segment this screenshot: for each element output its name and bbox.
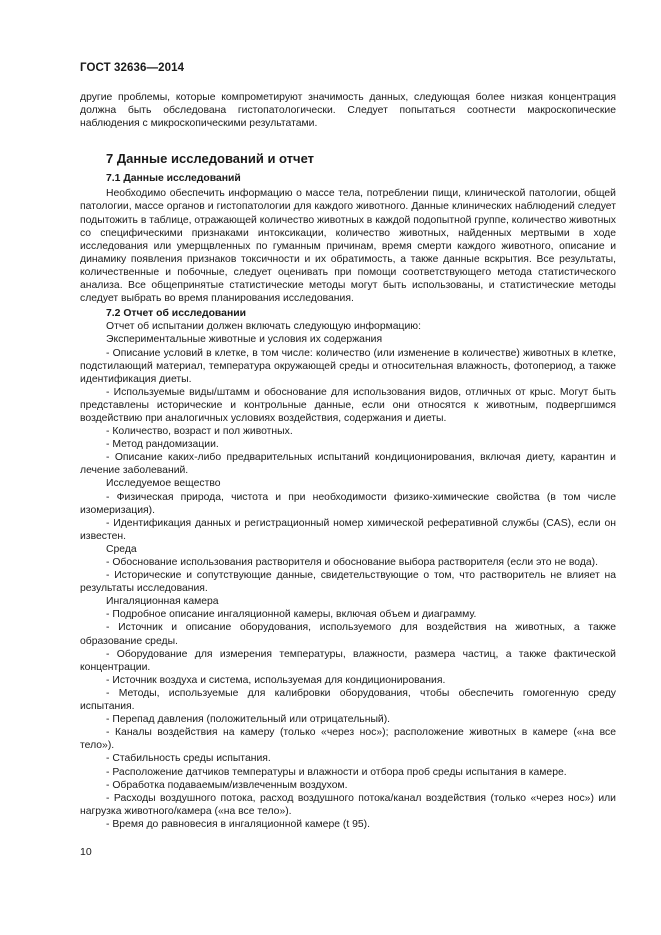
medium-heading: Среда — [106, 543, 137, 555]
list-item: - Расходы воздушного потока, расход воздушного потока/канал воздействия (только «через нос») или нагрузка животного/камера («на все тело»). — [80, 792, 616, 817]
section-7-2-lead: Отчет об испытании должен включать следующую информацию: — [106, 321, 421, 333]
intro-paragraph: другие проблемы, которые компрометируют значимость данных, следующая более низкая концентрация должна быть обследована гистопатологически. Следует попытаться соотнести макроскопические наблюдения с микроскопическими результатами. — [80, 92, 616, 130]
list-item: - Метод рандомизации. — [106, 439, 219, 451]
list-item: - Методы, используемые для калибровки оборудования, чтобы обеспечить гомогенную среду испытания. — [80, 687, 616, 713]
page-content — [80, 91, 616, 831]
section-7-1-title: 7.1 Данные исследований — [106, 173, 241, 185]
page-number: 10 — [80, 846, 92, 858]
list-item: - Описание каких-либо предварительных испытаний кондиционирования, включая диету, карантин и лечение заболеваний. — [80, 452, 616, 477]
substance-heading: Исследуемое вещество — [106, 478, 221, 490]
section-7-title: 7 Данные исследований и отчет — [106, 151, 314, 167]
list-item: - Оборудование для измерения температуры, влажности, размера частиц, а также фактической концентрации. — [80, 648, 616, 673]
list-item: - Подробное описание ингаляционной камеры, включая объем и диаграмму. — [106, 609, 477, 621]
list-item: - Перепад давления (положительный или отрицательный). — [106, 714, 391, 726]
list-item: - Описание условий в клетке, в том числе: количество (или изменение в количестве) животных в клетке, подстилающий материал, температура окружающей среды и относительная влажность, фотопериод, а также идентификация диеты. — [80, 347, 616, 385]
list-item: - Идентификация данных и регистрационный номер химической реферативной службы (CAS), если он известен. — [80, 517, 616, 542]
animals-heading: Экспериментальные животные и условия их содержания — [106, 334, 383, 346]
list-item: - Расположение датчиков температуры и влажности и отбора проб среды испытания в камере. — [106, 766, 567, 778]
list-item: - Физическая природа, чистота и при необходимости физико-химические свойства (в том числе изомеризация). — [80, 491, 616, 516]
list-item: - Источник и описание оборудования, используемого для воздействия на животных, а также образование среды. — [80, 622, 616, 647]
list-item: - Стабильность среды испытания. — [106, 753, 271, 765]
list-item: - Каналы воздействия на камеру (только «через нос»); расположение животных в камере («на все тело»). — [80, 727, 616, 752]
list-item: - Количество, возраст и пол животных. — [106, 426, 293, 438]
chamber-heading: Ингаляционная камера — [106, 596, 219, 608]
section-7-1-paragraph: Необходимо обеспечить информацию о массе тела, потреблении пищи, клинической патологии, общей патологии, массе органов и гистопатологии для каждого животного. Данные клинических наблюдений следует подытожить в таблице, отражающей количество животных в каждой подопытной группе, количество животных со специфическими признаками интоксикации, количество животных, найденных мертвыми в ходе исследования или умерщвленных по гуманным причинам, время смерти каждого животного, описание и динамику появления признаков токсичности и их обратимость, а также данные вскрытия. Все результаты, количественные и побочные, следует оценивать при помощи соответствующего метода статистического анализа. Все общепринятые статистические методы могут быть использованы, и статистические методы следует выбрать во время планирования исследования. — [80, 188, 616, 305]
list-item: - Используемые виды/штамм и обоснование для использования видов, отличных от крыс. Могут быть представлены исторические и контрольные данные, если они относятся к животным, подвергшимся воздействию при аналогичных условиях воздействия, содержания и диеты. — [80, 386, 616, 424]
list-item: - Исторические и сопутствующие данные, свидетельствующие о том, что растворитель не влияет на результаты исследования. — [80, 570, 616, 595]
list-item: - Время до равновесия в ингаляционной камере (t 95). — [106, 818, 371, 830]
section-7-2-title: 7.2 Отчет об исследовании — [106, 308, 247, 320]
list-item: - Обработка подаваемым/извлеченным воздухом. — [106, 779, 348, 791]
document-code: ГОСТ 32636—2014 — [80, 62, 185, 74]
list-item: - Обоснование использования растворителя и обоснование выбора растворителя (если это не вода). — [106, 557, 599, 568]
list-item: - Источник воздуха и система, используемая для кондиционирования. — [106, 674, 446, 686]
